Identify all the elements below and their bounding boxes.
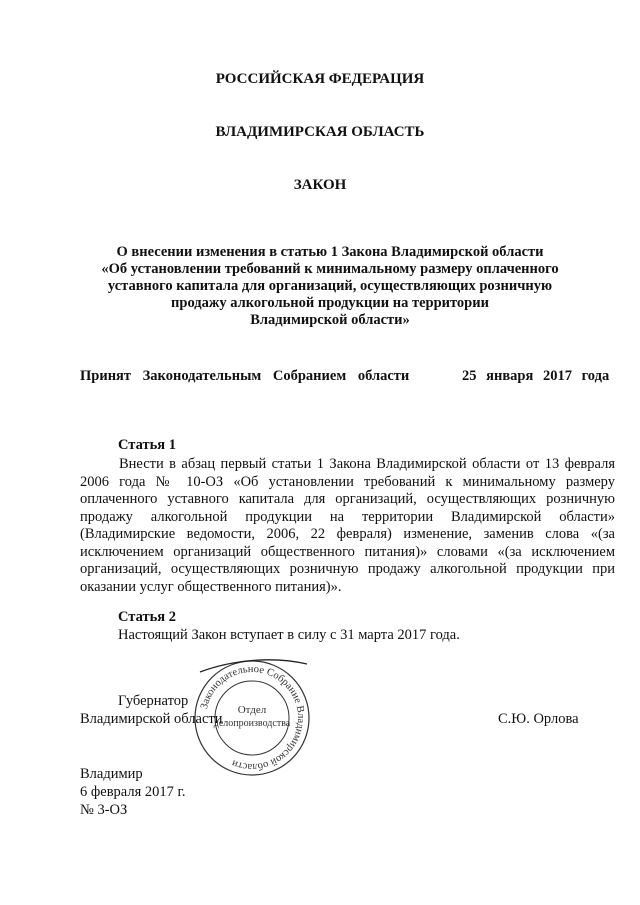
doc-type-heading: ЗАКОН	[293, 177, 347, 193]
country-heading: РОССИЙСКАЯ ФЕДЕРАЦИЯ	[215, 71, 425, 87]
footer-date: 6 февраля 2017 г.	[80, 784, 186, 800]
signatory-name: С.Ю. Орлова	[498, 711, 579, 727]
stamp-ring-text: Законодательное Собрание Владимирской области	[198, 663, 307, 773]
article1-heading: Статья 1	[118, 437, 176, 453]
law-title-line: продажу алкогольной продукции на территории	[171, 295, 489, 311]
article1-text: Внести в абзац первый статьи 1 Закона Владимирской области от 13 февраля 2006 года № 10-ОЗ «Об установлении требований к минимальному размеру оплаченного уставного капитала для организаций, осуществляющих розничную продажу алкогольной продукции на территории Владимирской области» (Владимирские ведомости, 2006, 22 февраля) изменение, заменив слова «(за исключением организаций общественного питания)» словами «(за исключением организаций, осуществляющих розничную продажу алкогольной продукции при оказании услуг общественного питания)».	[80, 456, 615, 595]
law-title-line: уставного капитала для организаций, осуществляющих розничную	[107, 278, 553, 294]
region-heading: ВЛАДИМИРСКАЯ ОБЛАСТЬ	[215, 124, 425, 140]
law-title-line: «Об установлении требований к минимальному размеру оплаченного	[101, 261, 559, 277]
law-title-line: Владимирской области»	[250, 312, 410, 328]
stamp-center-line: Отдел	[237, 704, 267, 716]
footer-city: Владимир	[80, 766, 143, 782]
law-title-line: О внесении изменения в статью 1 Закона Владимирской области	[116, 244, 544, 260]
signatory-position-line2: Владимирской области	[80, 711, 223, 727]
signatory-position-line1: Губернатор	[118, 693, 189, 709]
stamp-center-line: делопроизводства	[213, 718, 291, 729]
article2-heading: Статья 2	[118, 609, 176, 625]
article2-text: Настоящий Закон вступает в силу с 31 марта 2017 года.	[118, 627, 460, 643]
adopted-date: 25 января 2017 года	[462, 368, 610, 384]
footer-number: № 3-ОЗ	[80, 802, 128, 818]
law-title	[80, 244, 580, 329]
adopted-by: Принят Законодательным Собранием области	[80, 368, 410, 384]
